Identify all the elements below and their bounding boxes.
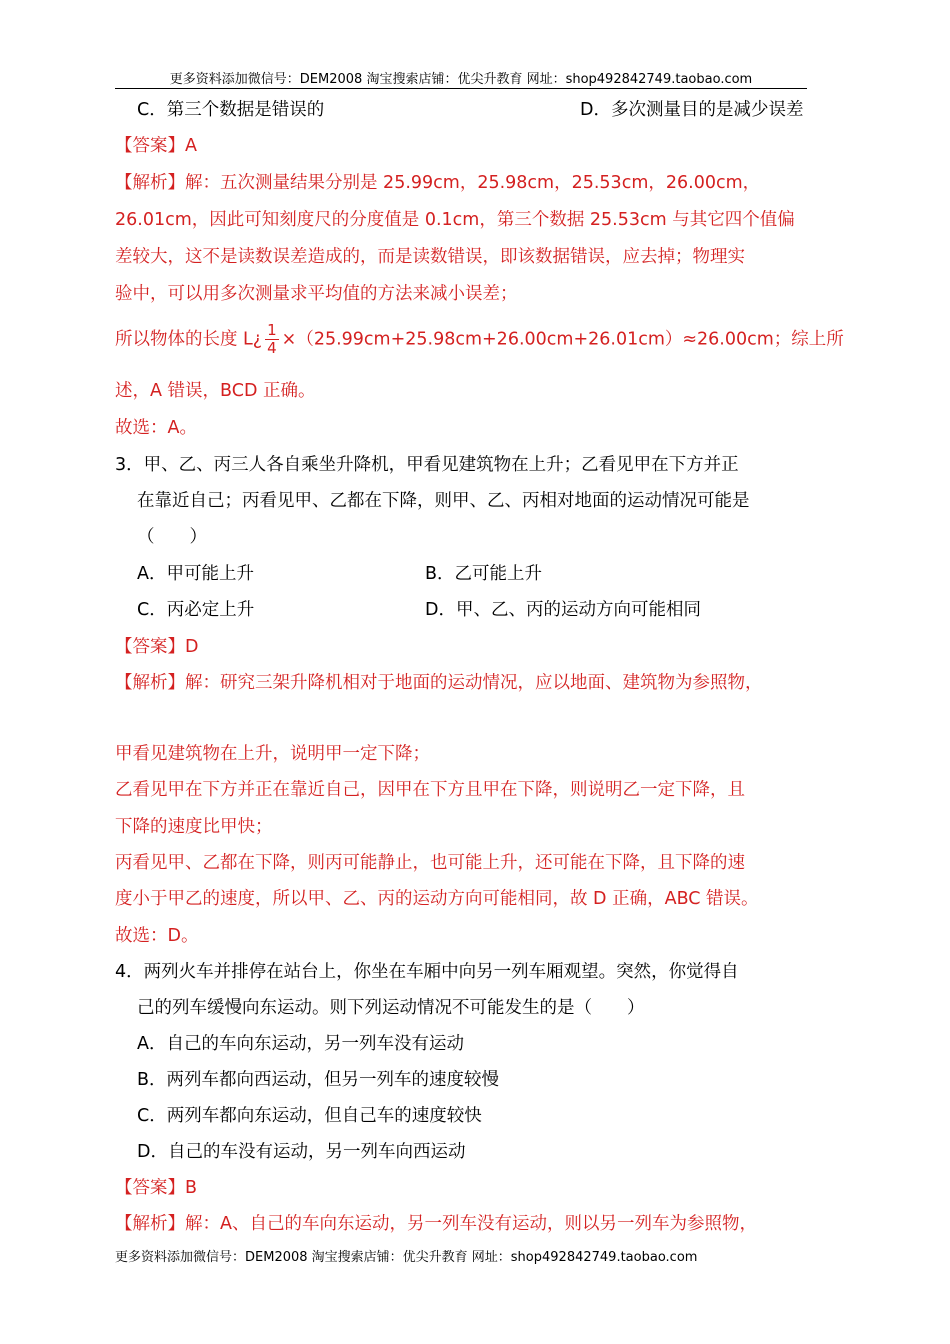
q3-analysis-line: 丙看见甲、乙都在下降，则丙可能静止，也可能上升，还可能在下降，且下降的速 xyxy=(115,853,745,873)
q3-analysis-line: 【解析】解：研究三架升降机相对于地面的运动情况，应以地面、建筑物为参照物， xyxy=(115,673,763,693)
q3-stem-line: （ ） xyxy=(137,527,207,547)
q2-answer: 【答案】A xyxy=(115,136,197,156)
q4-analysis-line: 【解析】解：A、自己的车向东运动，另一列车没有运动，则以另一列车为参照物， xyxy=(115,1214,757,1234)
q2-analysis-end: 述，A 错误，BCD 正确。 xyxy=(115,381,316,401)
q3-analysis-line: 乙看见甲在下方并正在靠近自己，因甲在下方且甲在下降，则说明乙一定下降，且 xyxy=(115,780,745,800)
fraction xyxy=(265,322,279,357)
q4-answer: 【答案】B xyxy=(115,1178,198,1198)
q2-analysis-line: 26.01cm，因此可知刻度尺的分度值是 0.1cm，第三个数据 25.53cm 与其它四个值偏 xyxy=(115,210,795,230)
q2-analysis-line: 差较大，这不是读数误差造成的，而是读数错误，即该数据错误，应去掉；物理实 xyxy=(115,247,745,267)
q3-analysis-line: 甲看见建筑物在上升，说明甲一定下降； xyxy=(115,744,430,764)
q2-formula-pre: 所以物体的长度 L¿ xyxy=(115,329,263,350)
q2-options-cd xyxy=(137,98,804,122)
q3-stem-line: 在靠近自己；丙看见甲、乙都在下降，则甲、乙、丙相对地面的运动情况可能是 xyxy=(137,491,750,511)
q3-option-c: C．丙必定上升 xyxy=(137,600,255,620)
page-footer: 更多资料添加微信号：DEM2008 淘宝搜索店铺：优尖升教育 网址：shop492842749.taobao.com xyxy=(115,1250,698,1265)
q3-options-ab xyxy=(137,562,543,586)
q3-stem-line: 3．甲、乙、丙三人各自乘坐升降机，甲看见建筑物在上升；乙看见甲在下方并正 xyxy=(115,455,739,475)
q3-analysis-line: 下降的速度比甲快； xyxy=(115,817,273,837)
q2-analysis-line: 验中，可以用多次测量求平均值的方法来减小误差； xyxy=(115,284,518,304)
header-divider xyxy=(115,88,807,89)
q3-options-cd xyxy=(137,598,701,622)
q3-option-b: B．乙可能上升 xyxy=(425,564,543,584)
q2-option-d: D．多次测量目的是减少误差 xyxy=(580,100,804,120)
q3-choice: 故选：D。 xyxy=(115,926,199,946)
q4-option: C．两列车都向东运动，但自己车的速度较快 xyxy=(137,1106,482,1126)
q3-option-d: D．甲、乙、丙的运动方向可能相同 xyxy=(425,600,701,620)
q4-stem-line: 己的列车缓慢向东运动。则下列运动情况不可能发生的是（ ） xyxy=(137,998,645,1018)
q4-stem-line: 4．两列火车并排停在站台上，你坐在车厢中向另一列车厢观望。突然，你觉得自 xyxy=(115,962,739,982)
q3-option-a: A．甲可能上升 xyxy=(137,564,254,584)
q4-option: A．自己的车向东运动，另一列车没有运动 xyxy=(137,1034,464,1054)
q2-choice: 故选：A。 xyxy=(115,418,197,438)
q2-option-c: C．第三个数据是错误的 xyxy=(137,100,325,120)
q3-analysis-line: 度小于甲乙的速度，所以甲、乙、丙的运动方向可能相同，故 D 正确，ABC 错误。 xyxy=(115,889,759,909)
page-header: 更多资料添加微信号：DEM2008 淘宝搜索店铺：优尖升教育 网址：shop492842749.taobao.com xyxy=(169,72,753,87)
q2-formula xyxy=(115,322,844,357)
q3-answer: 【答案】D xyxy=(115,637,199,657)
q4-option: B．两列车都向西运动，但另一列车的速度较慢 xyxy=(137,1070,500,1090)
q4-option: D．自己的车没有运动，另一列车向西运动 xyxy=(137,1142,466,1162)
q2-analysis-line: 【解析】解：五次测量结果分别是 25.99cm，25.98cm，25.53cm，26.00cm， xyxy=(115,173,761,193)
fraction-numerator: 1 xyxy=(267,321,277,339)
q2-formula-post: ×（25.99cm+25.98cm+26.00cm+26.01cm）≈26.00cm；综上所 xyxy=(281,329,844,350)
fraction-denominator: 4 xyxy=(267,339,277,357)
